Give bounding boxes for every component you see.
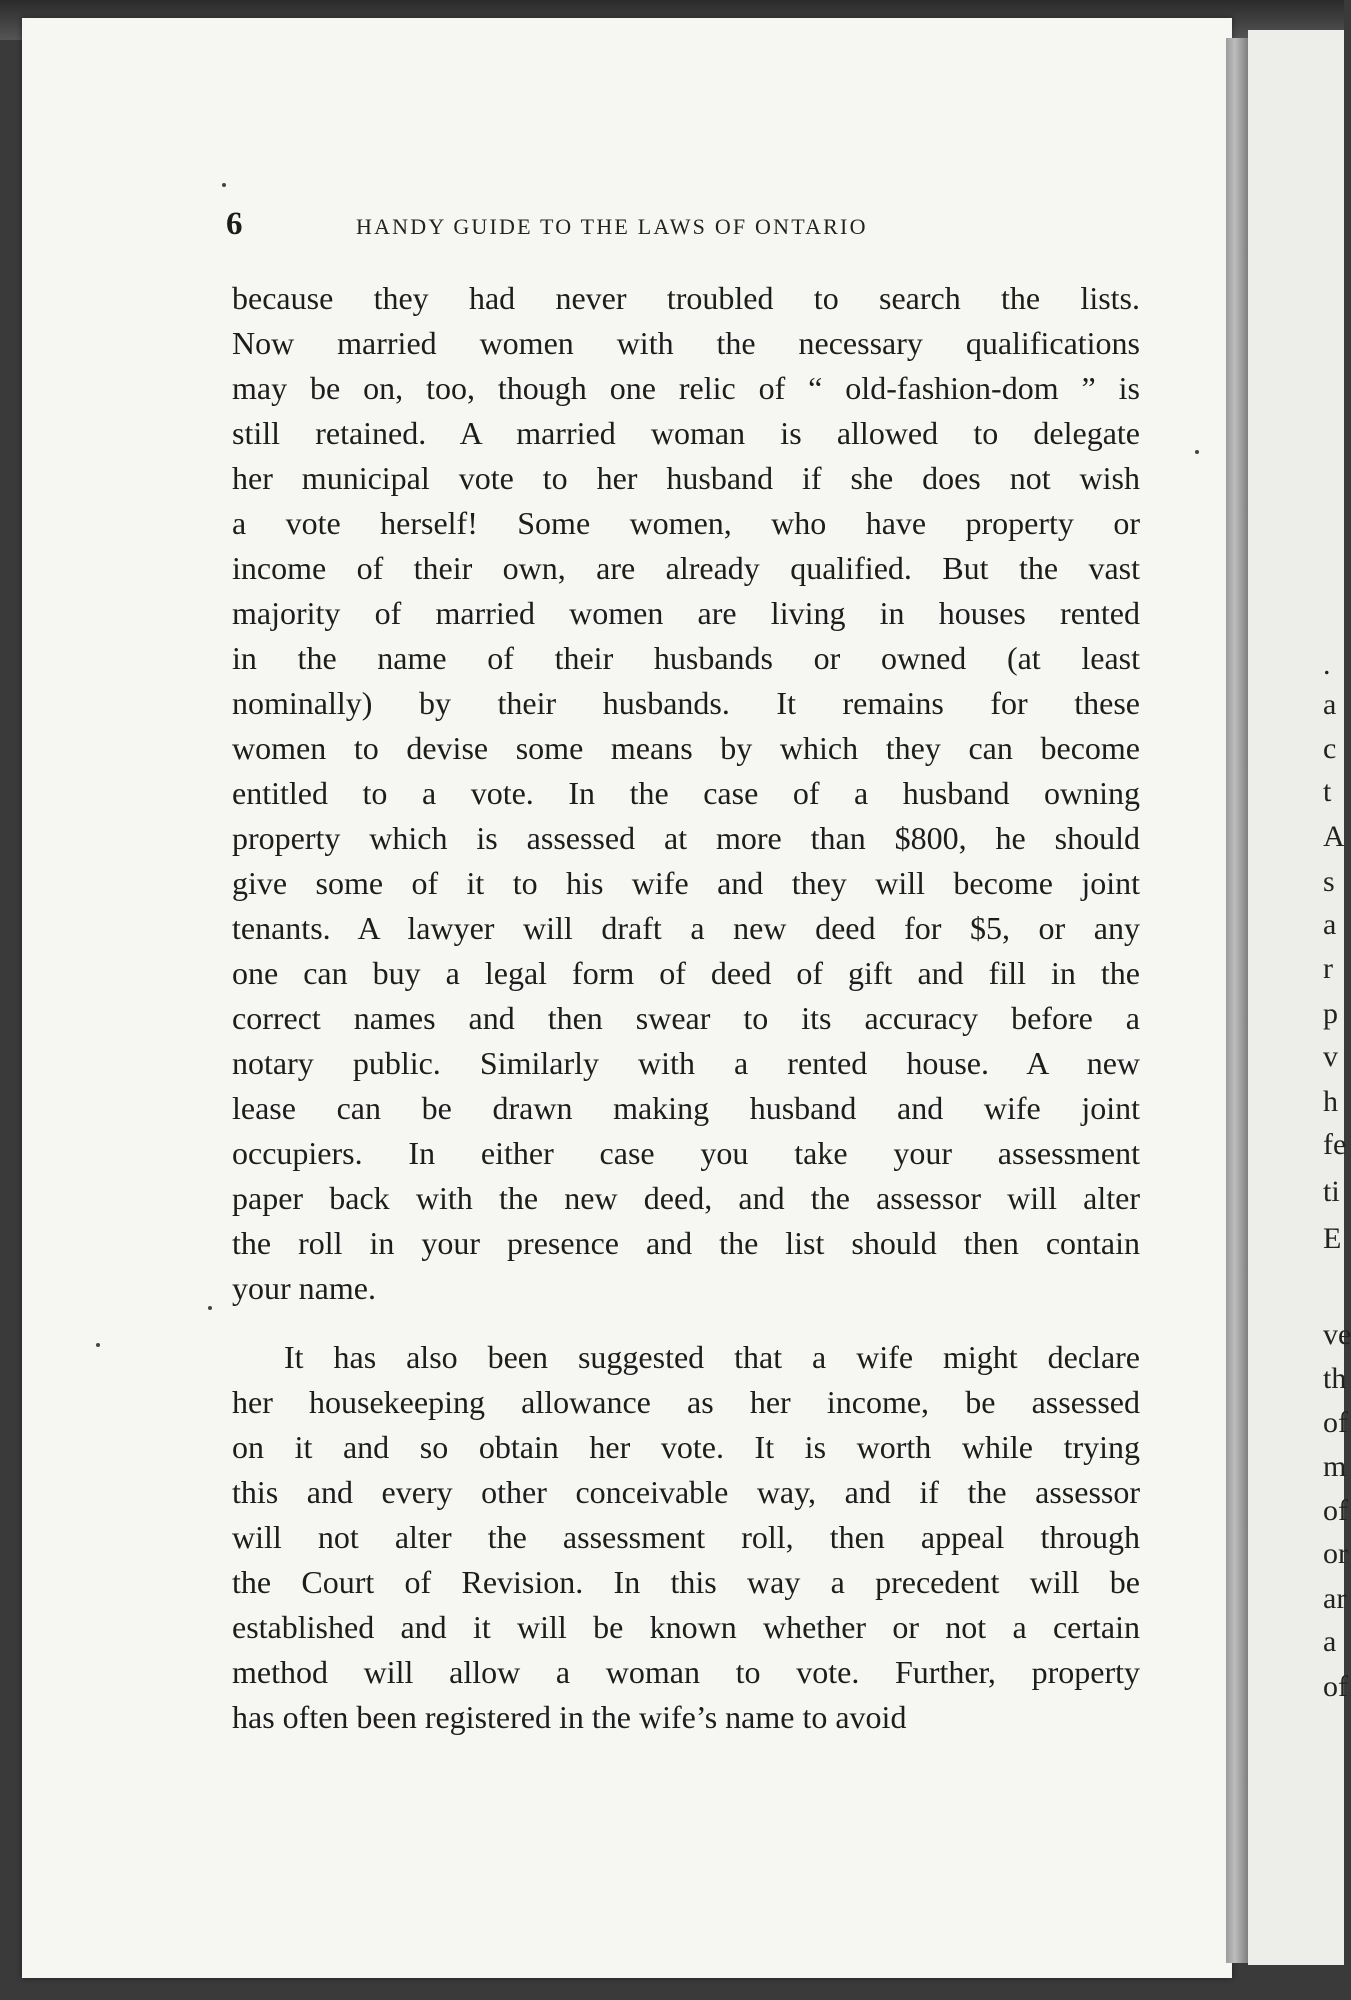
text-line: occupiers. In either case you take your assessment: [232, 1135, 1140, 1171]
paragraph: [232, 1335, 1140, 1740]
facing-page-fragment: ar: [1323, 1582, 1347, 1615]
facing-page-fragment: or: [1323, 1537, 1348, 1570]
text-line: correct names and then swear to its accuracy before a: [232, 1000, 1140, 1036]
facing-page-fragment: p: [1323, 997, 1338, 1030]
text-line: a vote herself! Some women, who have property or: [232, 505, 1140, 541]
text-line: established and it will be known whether or not a certain: [232, 1609, 1140, 1645]
facing-page-fragment: .: [1323, 648, 1331, 681]
facing-page-fragment: of: [1323, 1494, 1348, 1527]
text-line: will not alter the assessment roll, then appeal through: [232, 1519, 1140, 1555]
facing-page-fragment: v: [1323, 1040, 1338, 1073]
facing-page-fragment: a: [1323, 688, 1337, 721]
text-line: your name.: [232, 1270, 376, 1306]
facing-page-fragment: A: [1323, 820, 1345, 853]
text-line: women to devise some means by which they can become: [232, 730, 1140, 766]
facing-page-fragment: of: [1323, 1670, 1348, 1703]
text-line: majority of married women are living in houses rented: [232, 595, 1140, 631]
text-line: paper back with the new deed, and the assessor will alter: [232, 1180, 1140, 1216]
text-line: It has also been suggested that a wife might declare: [284, 1339, 1140, 1375]
text-line: lease can be drawn making husband and wife joint: [232, 1090, 1140, 1126]
text-line: her municipal vote to her husband if she does not wish: [232, 460, 1140, 496]
paragraph: [232, 276, 1140, 1311]
text-line: Now married women with the necessary qualifications: [232, 325, 1140, 361]
text-line: notary public. Similarly with a rented house. A new: [232, 1045, 1140, 1081]
text-line: has often been registered in the wife’s name to avoid: [232, 1699, 907, 1735]
text-line: still retained. A married woman is allowed to delegate: [232, 415, 1140, 451]
facing-page-fragment: a: [1323, 1625, 1337, 1658]
page-header: [226, 206, 1146, 250]
facing-page-fragment: m: [1323, 1450, 1347, 1483]
text-line: her housekeeping allowance as her income, be assessed: [232, 1384, 1140, 1420]
text-line: property which is assessed at more than $800, he should: [232, 820, 1140, 856]
scan-speck: [208, 1306, 212, 1310]
scan-speck: [222, 183, 226, 187]
text-line: method will allow a woman to vote. Further, property: [232, 1654, 1140, 1690]
facing-page-fragment: c: [1323, 732, 1337, 765]
text-line: tenants. A lawyer will draft a new deed for $5, or any: [232, 910, 1140, 946]
text-line: the Court of Revision. In this way a precedent will be: [232, 1564, 1140, 1600]
running-head: HANDY GUIDE TO THE LAWS OF ONTARIO: [356, 214, 868, 239]
facing-page-fragment: a: [1323, 908, 1337, 941]
text-line: give some of it to his wife and they will become joint: [232, 865, 1140, 901]
text-line: in the name of their husbands or owned (at least: [232, 640, 1140, 676]
facing-page-fragment: th: [1323, 1362, 1347, 1395]
facing-page-fragment: t: [1323, 775, 1332, 808]
text-line: one can buy a legal form of deed of gift and fill in the: [232, 955, 1140, 991]
body-text: [232, 276, 1140, 1740]
facing-page-fragment: E: [1323, 1222, 1342, 1255]
facing-page-fragment: h: [1323, 1085, 1338, 1118]
text-line: because they had never troubled to search the lists.: [232, 280, 1140, 316]
paragraph-gap: [232, 1311, 1140, 1335]
text-line: entitled to a vote. In the case of a husband owning: [232, 775, 1140, 811]
text-line: on it and so obtain her vote. It is worth while trying: [232, 1429, 1140, 1465]
scan-speck: [96, 1343, 100, 1347]
text-line: the roll in your presence and the list should then contain: [232, 1225, 1140, 1261]
text-line: nominally) by their husbands. It remains for these: [232, 685, 1140, 721]
page-number: 6: [226, 206, 243, 242]
facing-page-fragment: fe: [1323, 1128, 1347, 1161]
facing-page-fragment: s: [1323, 865, 1335, 898]
scan-speck: [1195, 450, 1199, 454]
text-line: income of their own, are already qualified. But the vast: [232, 550, 1140, 586]
facing-page-fragment: ve: [1323, 1318, 1351, 1351]
facing-page-fragment: ti: [1323, 1175, 1340, 1208]
facing-page-fragment: r: [1323, 952, 1333, 985]
text-line: may be on, too, though one relic of “ old-fashion-dom ” is: [232, 370, 1140, 406]
binding-gutter: [1226, 38, 1248, 1963]
facing-page-fragment: of: [1323, 1406, 1348, 1439]
text-line: this and every other conceivable way, and if the assessor: [232, 1474, 1140, 1510]
